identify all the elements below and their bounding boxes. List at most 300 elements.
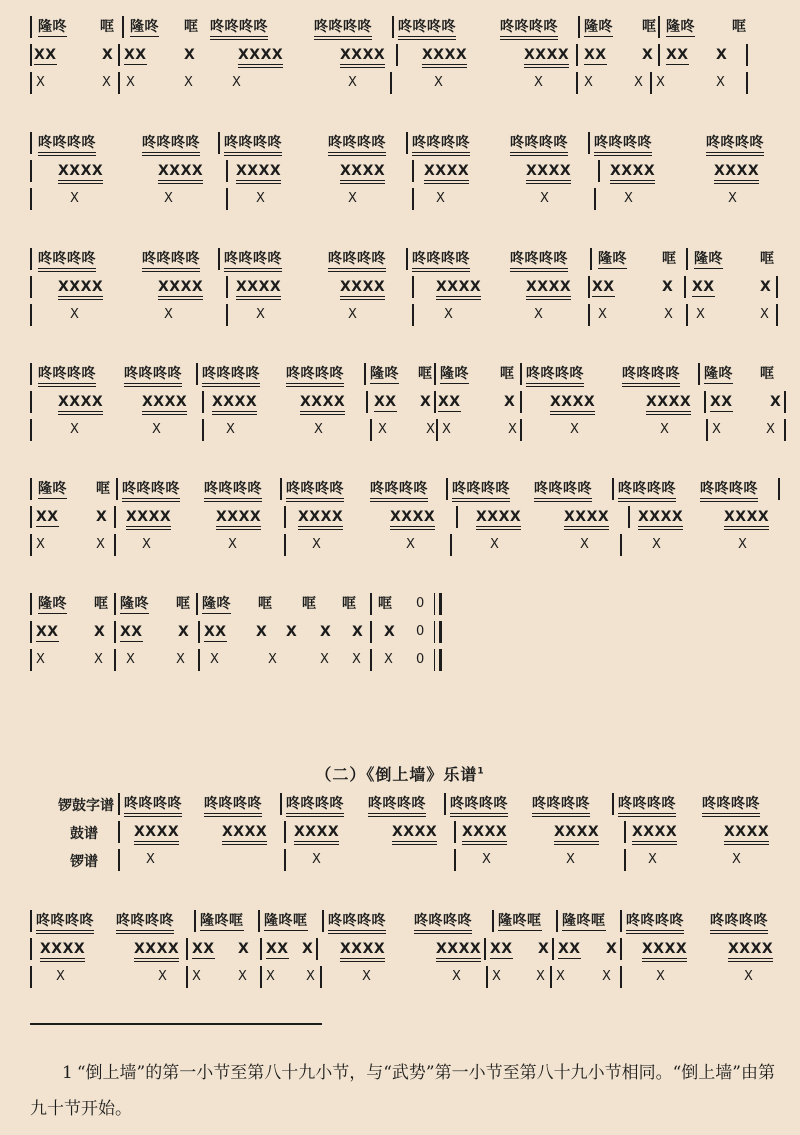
drum-4: XXXX xyxy=(340,940,385,962)
drum-2: XX xyxy=(490,941,513,957)
gong-beat: X xyxy=(556,969,566,984)
drum-4: XXXX xyxy=(222,823,267,845)
gong-beat: X xyxy=(580,537,590,552)
long-dong-kuang: 隆咚哐 xyxy=(264,913,308,929)
barline xyxy=(30,72,32,94)
drum-1: X xyxy=(184,47,196,63)
dong-x4: 咚咚咚咚 xyxy=(594,134,652,156)
dong-x4: 咚咚咚咚 xyxy=(702,795,760,817)
drum-4: XXXX xyxy=(724,508,769,530)
dong-x4: 咚咚咚咚 xyxy=(700,480,758,502)
barline xyxy=(588,132,590,154)
kuang: 哐 xyxy=(258,596,273,612)
drum-4: XXXX xyxy=(554,823,599,845)
dong-x4: 咚咚咚咚 xyxy=(328,250,386,272)
drum-4: XXXX xyxy=(158,162,203,184)
drum-4: XXXX xyxy=(436,940,481,962)
drum-4: XXXX xyxy=(728,940,773,962)
dong-x4: 咚咚咚咚 xyxy=(142,134,200,156)
dong-x4: 咚咚咚咚 xyxy=(116,912,174,934)
dong-x4: 咚咚咚咚 xyxy=(328,912,386,934)
barline xyxy=(30,363,32,385)
gong-beat: X xyxy=(728,191,738,206)
drum-4: XXXX xyxy=(724,823,769,845)
barline xyxy=(650,72,652,94)
dong-x4: 咚咚咚咚 xyxy=(124,795,182,817)
gong-beat: X xyxy=(766,422,776,437)
drum-4: XXXX xyxy=(58,162,103,184)
gong-beat: X xyxy=(314,422,324,437)
kuang: 哐 xyxy=(96,481,111,497)
dong-x4: 咚咚咚咚 xyxy=(412,134,470,156)
barline xyxy=(114,593,116,615)
barline xyxy=(122,16,124,38)
gong-beat: X xyxy=(716,75,726,90)
barline xyxy=(30,966,32,988)
gong-beat: X xyxy=(652,537,662,552)
kuang: 哐 xyxy=(662,251,677,267)
barline xyxy=(492,910,494,932)
long-dong: 隆咚 xyxy=(666,19,695,35)
long-dong: 隆咚 xyxy=(440,366,469,382)
barline xyxy=(258,910,260,932)
long-dong: 隆咚 xyxy=(370,366,399,382)
barline xyxy=(746,44,748,66)
barline xyxy=(30,16,32,38)
drum-2: XX xyxy=(124,47,147,63)
barline xyxy=(226,160,228,182)
gong-beat: X xyxy=(406,537,416,552)
barline xyxy=(30,534,32,556)
gong-beat: X xyxy=(744,969,754,984)
gong-beat: X xyxy=(492,969,502,984)
gong-beat: X xyxy=(362,969,372,984)
barline xyxy=(202,391,204,413)
barline xyxy=(520,363,522,385)
gong-beat: X xyxy=(164,307,174,322)
barline xyxy=(30,938,32,960)
footnote xyxy=(30,1055,780,1127)
row-label-ganggu: 锣鼓字谱 xyxy=(58,798,114,814)
drum-1: X xyxy=(96,509,108,525)
barline xyxy=(30,132,32,154)
gong-beat: X xyxy=(210,652,220,667)
drum-4: XXXX xyxy=(476,508,521,530)
dong-x4: 咚咚咚咚 xyxy=(370,480,428,502)
barline xyxy=(686,248,688,270)
barline xyxy=(778,478,780,500)
barline xyxy=(390,72,392,94)
gong-beat: X xyxy=(536,969,546,984)
barline xyxy=(484,938,486,960)
gong-beat: X xyxy=(452,969,462,984)
long-dong-kuang: 隆咚哐 xyxy=(498,913,542,929)
long-dong-kuang: 隆咚哐 xyxy=(200,913,244,929)
barline xyxy=(118,821,120,843)
gong-beat: X xyxy=(256,191,266,206)
barline xyxy=(284,506,286,528)
barline xyxy=(578,16,580,38)
barline xyxy=(450,534,452,556)
drum-4: XXXX xyxy=(632,823,677,845)
barline xyxy=(686,304,688,326)
drum-4: XXXX xyxy=(638,508,683,530)
drum-2: XX xyxy=(204,624,227,640)
barline xyxy=(370,593,372,615)
drum-1: X xyxy=(102,47,114,63)
drum-4: XXXX xyxy=(646,393,691,415)
barline xyxy=(226,188,228,210)
barline xyxy=(776,276,778,298)
gong-beat: X xyxy=(266,969,276,984)
gong-beat: X xyxy=(126,75,136,90)
barline xyxy=(30,248,32,270)
barline xyxy=(30,188,32,210)
drum-1: X xyxy=(662,279,674,295)
barline xyxy=(114,506,116,528)
barline xyxy=(202,419,204,441)
barline xyxy=(198,621,200,643)
drum-1: X xyxy=(642,47,654,63)
drum-1: X xyxy=(606,941,618,957)
barline xyxy=(612,478,614,500)
dong-x4: 咚咚咚咚 xyxy=(500,18,558,40)
barline xyxy=(658,44,660,66)
drum-4: XXXX xyxy=(422,46,467,68)
barline xyxy=(186,966,188,988)
dong-x4: 咚咚咚咚 xyxy=(204,480,262,502)
dong-x4: 咚咚咚咚 xyxy=(286,795,344,817)
barline xyxy=(412,188,414,210)
barline xyxy=(456,506,458,528)
drum-4: XXXX xyxy=(340,278,385,300)
barline xyxy=(784,391,786,413)
drum-4: XXXX xyxy=(294,823,339,845)
gong-beat: X xyxy=(232,75,242,90)
dong-x4: 咚咚咚咚 xyxy=(204,795,262,817)
drum-4: XXXX xyxy=(436,278,481,300)
barline xyxy=(406,132,408,154)
final-barline xyxy=(434,649,442,671)
drum-4: XXXX xyxy=(216,508,261,530)
footnote-number: 1 xyxy=(62,1063,73,1083)
footnote-text: “倒上墙”的第一小节至第八十九小节，与“武势”第一小节至第八十九小节相同。“倒上墙”由第九十节开始。 xyxy=(30,1063,775,1119)
barline xyxy=(746,72,748,94)
drum-4: XXXX xyxy=(238,46,283,68)
dong-x4: 咚咚咚咚 xyxy=(414,912,472,934)
dong-x4: 咚咚咚咚 xyxy=(286,365,344,387)
gong-beat: X xyxy=(192,969,202,984)
gong-beat: X xyxy=(94,652,104,667)
kuang: 哐 xyxy=(642,19,657,35)
final-barline xyxy=(434,621,442,643)
barline xyxy=(114,649,116,671)
barline xyxy=(576,44,578,66)
rest-zero: 0 xyxy=(416,596,425,611)
gong-beat: X xyxy=(306,969,316,984)
gong-beat: X xyxy=(384,652,394,667)
gong-beat: X xyxy=(444,307,454,322)
kuang: 哐 xyxy=(760,366,775,382)
barline xyxy=(284,821,286,843)
barline xyxy=(556,910,558,932)
barline xyxy=(620,910,622,932)
rest-zero: 0 xyxy=(416,624,425,639)
barline xyxy=(114,534,116,556)
gong-beat: X xyxy=(656,75,666,90)
gong-beat: X xyxy=(732,852,742,867)
gong-beat: X xyxy=(534,75,544,90)
drum-4: XXXX xyxy=(390,508,435,530)
barline xyxy=(620,938,622,960)
dong-x4: 咚咚咚咚 xyxy=(328,134,386,156)
barline xyxy=(412,160,414,182)
kuang: 哐 xyxy=(184,19,199,35)
kuang: 哐 xyxy=(342,596,357,612)
drum-4: XXXX xyxy=(142,393,187,415)
gong-beat: X xyxy=(760,307,770,322)
drum-4: XXXX xyxy=(526,162,571,184)
gong-beat: X xyxy=(268,652,278,667)
gong-beat: X xyxy=(656,969,666,984)
long-dong: 隆咚 xyxy=(38,596,67,612)
gong-beat: X xyxy=(566,852,576,867)
long-dong: 隆咚 xyxy=(598,251,627,267)
drum-1: X xyxy=(538,941,550,957)
barline xyxy=(552,938,554,960)
long-dong: 隆咚 xyxy=(694,251,723,267)
gong-beat: X xyxy=(378,422,388,437)
barline xyxy=(406,248,408,270)
dong-x4: 咚咚咚咚 xyxy=(706,134,764,156)
gong-beat: X xyxy=(142,537,152,552)
barline xyxy=(196,363,198,385)
drum-1: X xyxy=(286,624,298,640)
dong-x4: 咚咚咚咚 xyxy=(510,250,568,272)
barline xyxy=(658,16,660,38)
gong-beat: X xyxy=(70,422,80,437)
barline xyxy=(30,419,32,441)
gong-beat: X xyxy=(312,537,322,552)
long-dong: 隆咚 xyxy=(202,596,231,612)
barline xyxy=(704,391,706,413)
dong-x4: 咚咚咚咚 xyxy=(532,795,590,817)
barline xyxy=(620,966,622,988)
drum-2: XX xyxy=(192,941,215,957)
long-dong: 隆咚 xyxy=(584,19,613,35)
gong-beat: X xyxy=(442,422,452,437)
gong-beat: X xyxy=(348,191,358,206)
gong-beat: X xyxy=(490,537,500,552)
gong-beat: X xyxy=(70,307,80,322)
drum-1: X xyxy=(302,941,314,957)
gong-beat: X xyxy=(36,652,46,667)
barline xyxy=(218,132,220,154)
dong-x4: 咚咚咚咚 xyxy=(224,134,282,156)
gong-beat: X xyxy=(738,537,748,552)
barline xyxy=(486,966,488,988)
barline xyxy=(280,793,282,815)
gong-beat: X xyxy=(226,422,236,437)
barline xyxy=(590,248,592,270)
drum-1: X xyxy=(384,624,396,640)
drum-4: XXXX xyxy=(40,940,85,962)
kuang: 哐 xyxy=(732,19,747,35)
drum-4: XXXX xyxy=(524,46,569,68)
gong-beat: X xyxy=(56,969,66,984)
gong-beat: X xyxy=(320,652,330,667)
barline xyxy=(30,910,32,932)
gong-beat: X xyxy=(146,852,156,867)
drum-1: X xyxy=(716,47,728,63)
barline xyxy=(550,966,552,988)
dong-x4: 咚咚咚咚 xyxy=(286,480,344,502)
barline xyxy=(316,938,318,960)
drum-1: X xyxy=(760,279,772,295)
barline xyxy=(444,793,446,815)
barline xyxy=(594,188,596,210)
footnote-mark: 1 xyxy=(477,766,485,777)
drum-2: XX xyxy=(584,47,607,63)
dong-x4: 咚咚咚咚 xyxy=(450,795,508,817)
kuang: 哐 xyxy=(378,596,393,612)
gong-beat: X xyxy=(482,852,492,867)
gong-beat: X xyxy=(426,422,436,437)
drum-1: X xyxy=(504,394,516,410)
drum-4: XXXX xyxy=(158,278,203,300)
long-dong: 隆咚 xyxy=(704,366,733,382)
drum-4: XXXX xyxy=(564,508,609,530)
drum-2: XX xyxy=(666,47,689,63)
gong-beat: X xyxy=(534,307,544,322)
barline xyxy=(320,966,322,988)
gong-beat: X xyxy=(712,422,722,437)
dong-x4: 咚咚咚咚 xyxy=(452,480,510,502)
dong-x4: 咚咚咚咚 xyxy=(124,365,182,387)
barline xyxy=(260,938,262,960)
dong-x4: 咚咚咚咚 xyxy=(38,250,96,272)
barline xyxy=(114,621,116,643)
barline xyxy=(118,793,120,815)
kuang: 哐 xyxy=(302,596,317,612)
drum-1: X xyxy=(770,394,782,410)
barline xyxy=(370,419,372,441)
row-label-luo: 锣谱 xyxy=(70,854,98,870)
barline xyxy=(118,44,120,66)
gong-beat: X xyxy=(348,75,358,90)
barline xyxy=(30,160,32,182)
barline xyxy=(30,276,32,298)
barline xyxy=(412,304,414,326)
barline xyxy=(186,938,188,960)
gong-beat: X xyxy=(570,422,580,437)
barline xyxy=(392,16,394,38)
drum-4: XXXX xyxy=(134,823,179,845)
drum-4: XXXX xyxy=(212,393,257,415)
drum-4: XXXX xyxy=(424,162,469,184)
barline xyxy=(30,478,32,500)
drum-2: XX xyxy=(34,47,57,63)
dong-x4: 咚咚咚咚 xyxy=(710,912,768,934)
barline xyxy=(196,593,198,615)
kuang: 哐 xyxy=(418,366,433,382)
gong-beat: X xyxy=(540,191,550,206)
barline xyxy=(784,419,786,441)
barline xyxy=(588,304,590,326)
section-title xyxy=(0,762,800,785)
dong-x4: 咚咚咚咚 xyxy=(618,480,676,502)
drum-4: XXXX xyxy=(134,940,179,962)
drum-4: XXXX xyxy=(58,393,103,415)
barline xyxy=(118,849,120,871)
barline xyxy=(576,72,578,94)
barline xyxy=(30,621,32,643)
barline xyxy=(118,72,120,94)
gong-beat: X xyxy=(602,969,612,984)
kuang: 哐 xyxy=(100,19,115,35)
kuang: 哐 xyxy=(176,596,191,612)
dong-x4: 咚咚咚咚 xyxy=(398,18,456,40)
long-dong: 隆咚 xyxy=(130,19,159,35)
drum-4: XXXX xyxy=(58,278,103,300)
rest-zero: 0 xyxy=(416,652,425,667)
dong-x4: 咚咚咚咚 xyxy=(618,795,676,817)
drum-4: XXXX xyxy=(392,823,437,845)
drum-1: X xyxy=(178,624,190,640)
barline xyxy=(260,966,262,988)
barline xyxy=(434,363,436,385)
barline xyxy=(284,534,286,556)
barline xyxy=(776,304,778,326)
barline xyxy=(706,419,708,441)
kuang: 哐 xyxy=(760,251,775,267)
barline xyxy=(454,821,456,843)
gong-beat: X xyxy=(352,652,362,667)
drum-2: XX xyxy=(120,624,143,640)
barline xyxy=(194,910,196,932)
gong-beat: X xyxy=(660,422,670,437)
gong-beat: X xyxy=(624,191,634,206)
dong-x4: 咚咚咚咚 xyxy=(122,480,180,502)
barline xyxy=(366,391,368,413)
gong-beat: X xyxy=(584,75,594,90)
drum-4: XXXX xyxy=(610,162,655,184)
barline xyxy=(218,248,220,270)
drum-1: X xyxy=(256,624,268,640)
final-barline xyxy=(434,593,442,615)
gong-beat: X xyxy=(436,191,446,206)
barline xyxy=(620,534,622,556)
dong-x4: 咚咚咚咚 xyxy=(38,134,96,156)
dong-x4: 咚咚咚咚 xyxy=(202,365,260,387)
barline xyxy=(30,304,32,326)
gong-beat: X xyxy=(598,307,608,322)
gong-beat: X xyxy=(664,307,674,322)
drum-4: XXXX xyxy=(298,508,343,530)
footnote-divider xyxy=(30,1023,322,1025)
barline xyxy=(454,849,456,871)
barline xyxy=(436,419,438,441)
drum-1: X xyxy=(320,624,332,640)
dong-x4: 咚咚咚咚 xyxy=(534,480,592,502)
kuang: 哐 xyxy=(500,366,515,382)
gong-beat: X xyxy=(96,537,106,552)
barline xyxy=(280,478,282,500)
dong-x4: 咚咚咚咚 xyxy=(314,18,372,40)
dong-x4: 咚咚咚咚 xyxy=(412,250,470,272)
gong-beat: X xyxy=(238,969,248,984)
drum-1: X xyxy=(94,624,106,640)
